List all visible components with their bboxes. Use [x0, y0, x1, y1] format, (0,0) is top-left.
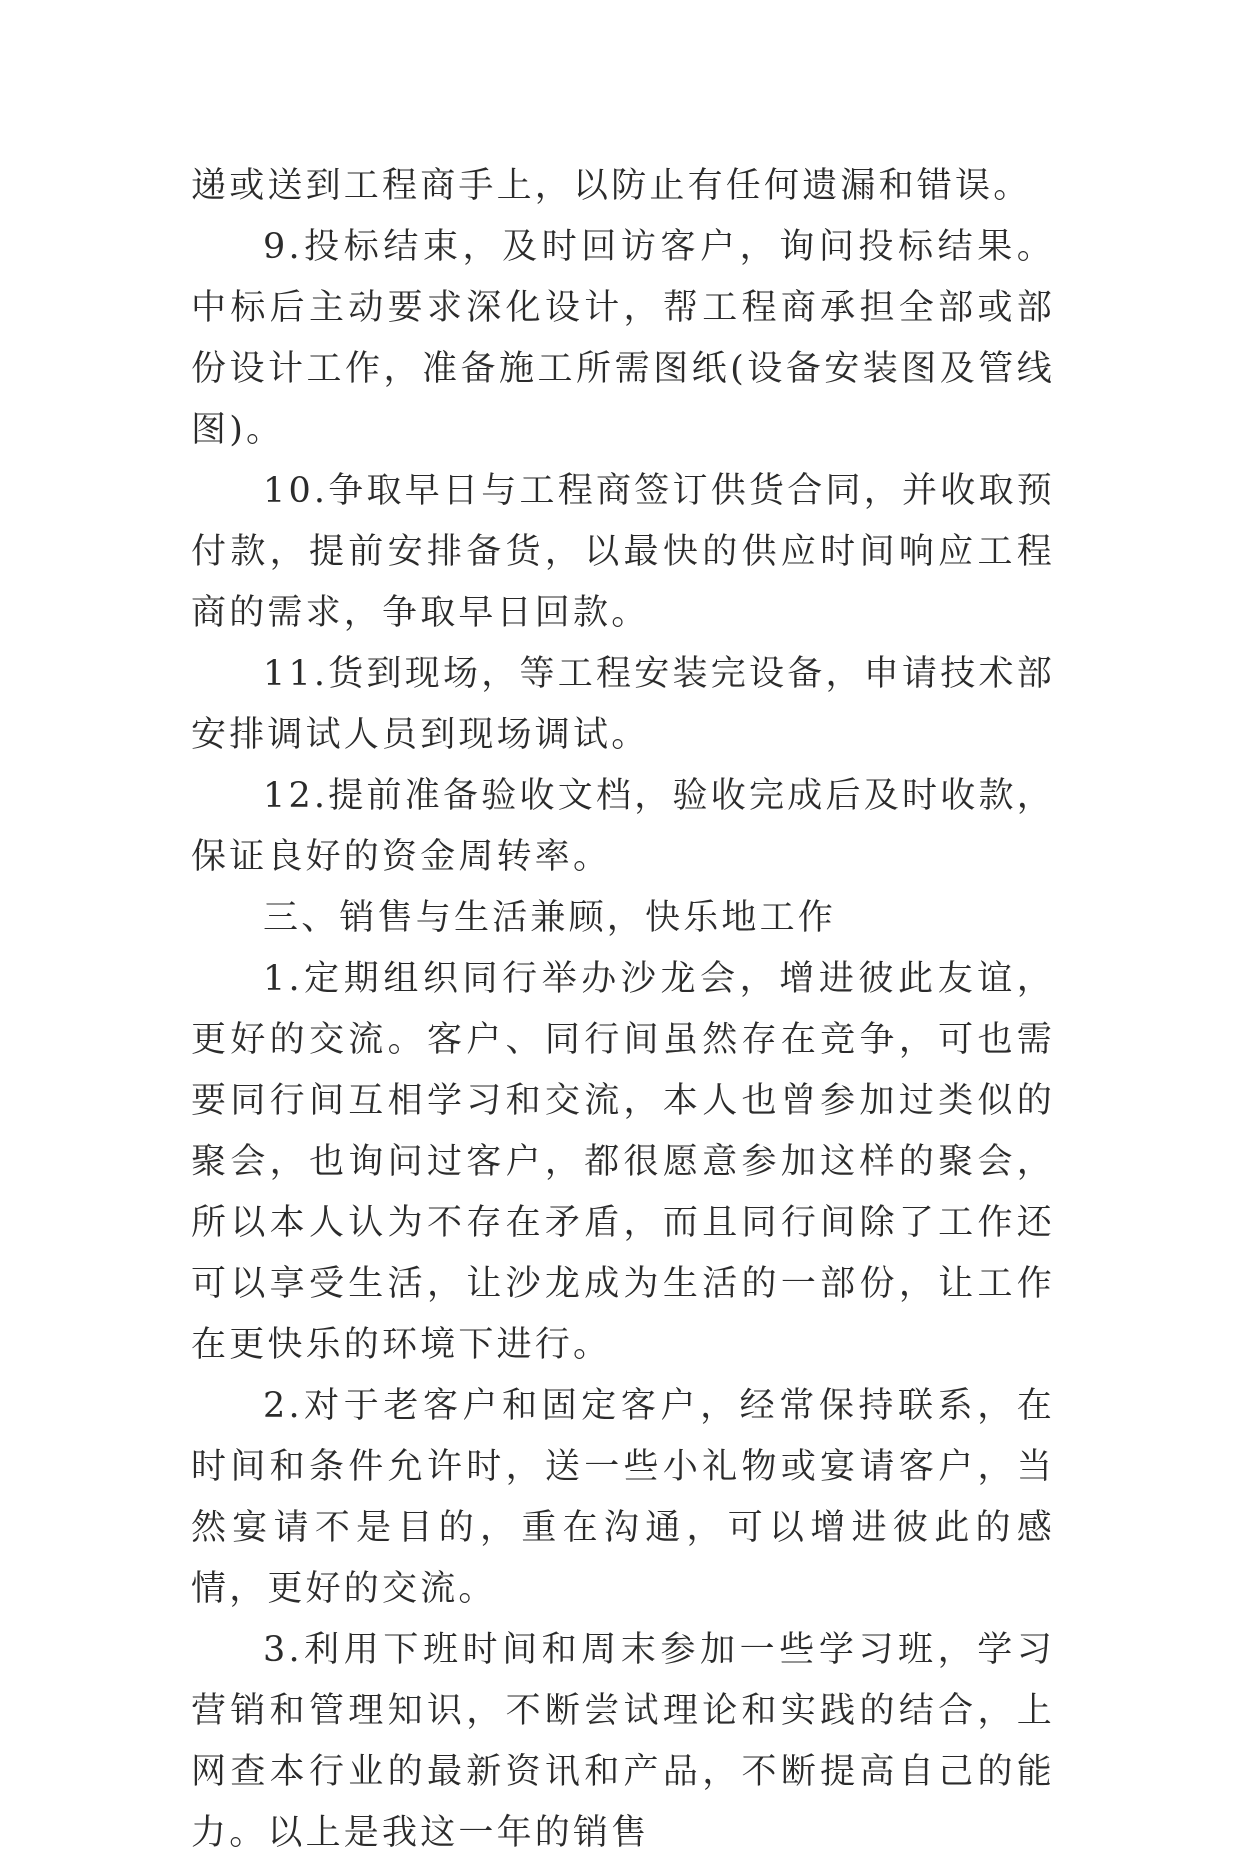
paragraph-continuation: 递或送到工程商手上，以防止有任何遗漏和错误。 [191, 166, 1032, 206]
paragraph-item-11: 11.货到现场，等工程安装完设备，申请技术部安排调试人员到现场调试。 [191, 654, 1055, 755]
paragraph-item-12: 12.提前准备验收文档，验收完成后及时收款，保证良好的资金周转率。 [191, 776, 1055, 877]
paragraph-item-1: 1.定期组织同行举办沙龙会，增进彼此友谊，更好的交流。客户、同行间虽然存在竞争，可也需要同行间互相学习和交流，本人也曾参加过类似的聚会，也询问过客户，都很愿意参加这样的聚会，所以本人认为不存在矛盾，而且同行间除了工作还可以享受生活，让沙龙成为生活的一部份，让工作在更快乐的环境下进行。 [191, 959, 1055, 1365]
paragraph-item-3: 3.利用下班时间和周末参加一些学习班，学习营销和管理知识，不断尝试理论和实践的结合，上网查本行业的最新资讯和产品，不断提高自己的能力。以上是我这一年的销售 [191, 1630, 1055, 1853]
paragraph-item-10: 10.争取早日与工程商签订供货合同，并收取预付款，提前安排备货，以最快的供应时间响应工程商的需求，争取早日回款。 [191, 471, 1055, 633]
paragraph-item-9: 9.投标结束，及时回访客户，询问投标结果。中标后主动要求深化设计，帮工程商承担全部或部份设计工作，准备施工所需图纸(设备安装图及管线图)。 [191, 227, 1055, 450]
section-heading: 三、销售与生活兼顾，快乐地工作 [263, 898, 837, 938]
paragraph-item-2: 2.对于老客户和固定客户，经常保持联系，在时间和条件允许时，送一些小礼物或宴请客户，当然宴请不是目的，重在沟通，可以增进彼此的感情，更好的交流。 [191, 1386, 1055, 1609]
document-body [191, 156, 1055, 1864]
